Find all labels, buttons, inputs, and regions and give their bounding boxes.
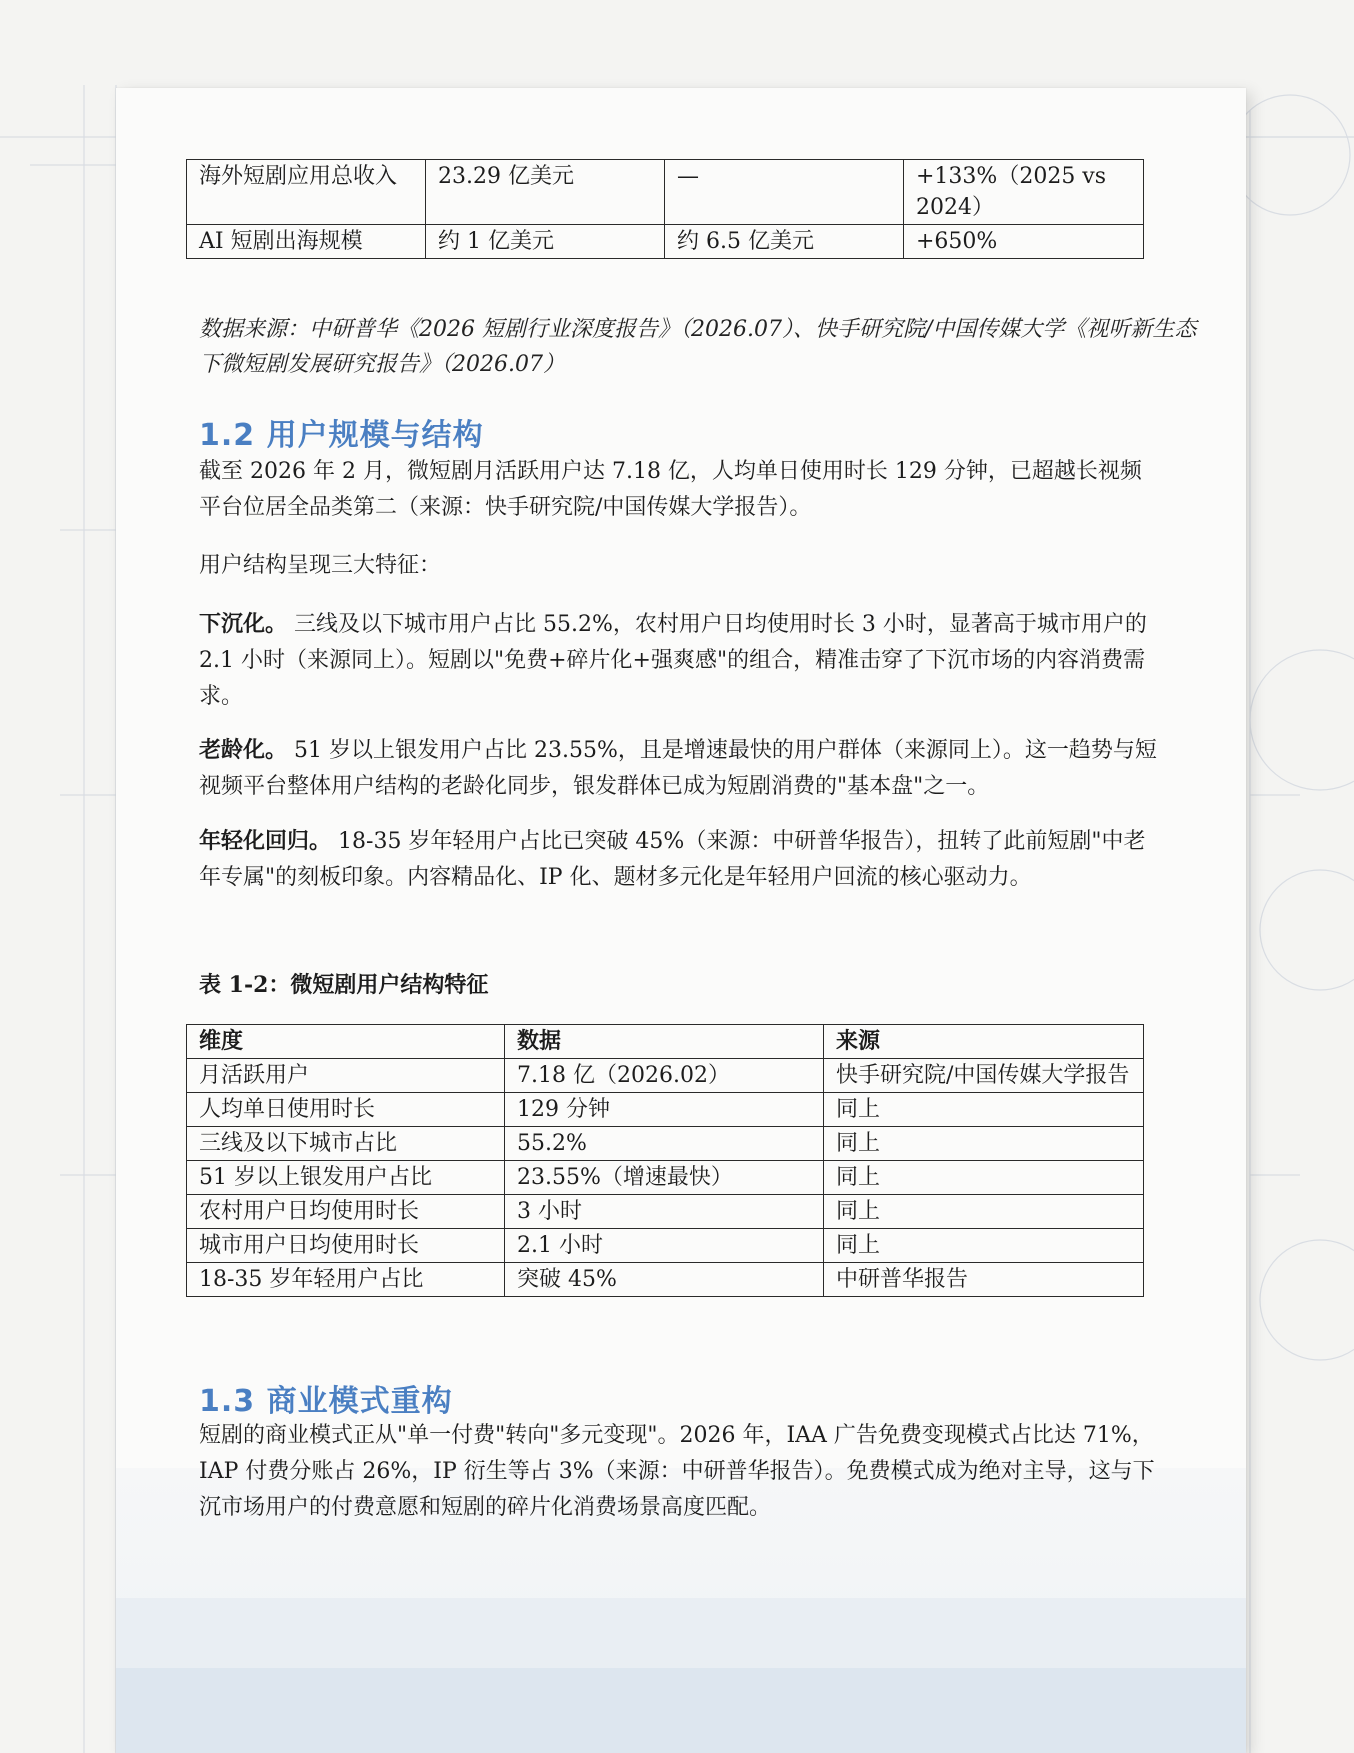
feature-paragraph bbox=[199, 823, 1159, 896]
document-page bbox=[116, 88, 1246, 1753]
column-header: 来源 bbox=[824, 1025, 1144, 1059]
table-cell: 3 小时 bbox=[505, 1195, 824, 1229]
table-cell: 23.55%（增速最快） bbox=[505, 1161, 824, 1195]
table-cell: 约 6.5 亿美元 bbox=[665, 225, 904, 259]
table-row bbox=[187, 1127, 1144, 1161]
table-row bbox=[187, 160, 1144, 225]
table-cell: 人均单日使用时长 bbox=[187, 1093, 505, 1127]
column-header: 维度 bbox=[187, 1025, 505, 1059]
table-cell: 海外短剧应用总收入 bbox=[187, 160, 426, 225]
table-row bbox=[187, 1195, 1144, 1229]
table-cell: 2.1 小时 bbox=[505, 1229, 824, 1263]
table-cell: 同上 bbox=[824, 1093, 1144, 1127]
table-cell: 7.18 亿（2026.02） bbox=[505, 1059, 824, 1093]
feature-paragraph bbox=[199, 732, 1159, 805]
paragraph: 用户结构呈现三大特征： bbox=[199, 553, 442, 578]
table-cell: 农村用户日均使用时长 bbox=[187, 1195, 505, 1229]
table-row bbox=[187, 1161, 1144, 1195]
paragraph: 短剧的商业模式正从"单一付费"转向"多元变现"。2026 年，IAA 广告免费变现模式占比达 71%，IAP 付费分账占 26%，IP 衍生等占 3%（来源：中研普华报告）。免费模式成为绝对主导，这与下沉市场用户的付费意愿和短剧的碎片化消费场景高度匹配。 bbox=[199, 1423, 1155, 1520]
feature-text: 18-35 岁年轻用户占比已突破 45%（来源：中研普华报告），扭转了此前短剧"中老年专属"的刻板印象。内容精品化、IP 化、题材多元化是年轻用户回流的核心驱动力。 bbox=[199, 829, 1146, 890]
table-cell: 三线及以下城市占比 bbox=[187, 1127, 505, 1161]
table-row bbox=[187, 1093, 1144, 1127]
data-source-note: 数据来源：中研普华《2026 短剧行业深度报告》（2026.07）、快手研究院/中国传媒大学《视听新生态下微短剧发展研究报告》（2026.07） bbox=[199, 317, 1197, 377]
feature-term: 下沉化。 bbox=[199, 611, 288, 637]
table-row bbox=[187, 1059, 1144, 1093]
feature-term: 年轻化回归。 bbox=[199, 828, 332, 854]
section-heading-1-2: 1.2 用户规模与结构 bbox=[199, 418, 484, 453]
feature-term: 老龄化。 bbox=[199, 737, 288, 763]
table-cell: 快手研究院/中国传媒大学报告 bbox=[824, 1059, 1144, 1093]
table-cell: 23.29 亿美元 bbox=[426, 160, 665, 225]
table-cell: +133%（2025 vs 2024） bbox=[904, 160, 1144, 225]
revenue-table-continued bbox=[186, 159, 1144, 259]
table-cell: 18-35 岁年轻用户占比 bbox=[187, 1263, 505, 1297]
user-structure-table bbox=[186, 1024, 1144, 1297]
paragraph: 截至 2026 年 2 月，微短剧月活跃用户达 7.18 亿，人均单日使用时长 129 分钟，已超越长视频平台位居全品类第二（来源：快手研究院/中国传媒大学报告）。 bbox=[199, 459, 1142, 520]
table-cell: 约 1 亿美元 bbox=[426, 225, 665, 259]
table-cell: +650% bbox=[904, 225, 1144, 259]
table-row bbox=[187, 1263, 1144, 1297]
table-cell: 城市用户日均使用时长 bbox=[187, 1229, 505, 1263]
page-shade bbox=[116, 1668, 1246, 1753]
table-cell: — bbox=[665, 160, 904, 225]
table-cell: 55.2% bbox=[505, 1127, 824, 1161]
table-cell: 突破 45% bbox=[505, 1263, 824, 1297]
table-row bbox=[187, 1229, 1144, 1263]
column-header: 数据 bbox=[505, 1025, 824, 1059]
table-cell: AI 短剧出海规模 bbox=[187, 225, 426, 259]
feature-text: 三线及以下城市用户占比 55.2%，农村用户日均使用时长 3 小时，显著高于城市用户的 2.1 小时（来源同上）。短剧以"免费+碎片化+强爽感"的组合，精准击穿了下沉市场的内容消费需求。 bbox=[199, 612, 1147, 709]
table-cell: 同上 bbox=[824, 1127, 1144, 1161]
table-cell: 同上 bbox=[824, 1195, 1144, 1229]
feature-text: 51 岁以上银发用户占比 23.55%，且是增速最快的用户群体（来源同上）。这一趋势与短视频平台整体用户结构的老龄化同步，银发群体已成为短剧消费的"基本盘"之一。 bbox=[199, 738, 1157, 799]
table-cell: 同上 bbox=[824, 1161, 1144, 1195]
table-header-row bbox=[187, 1025, 1144, 1059]
feature-paragraph bbox=[199, 606, 1159, 715]
section-heading-1-3: 1.3 商业模式重构 bbox=[199, 1384, 453, 1419]
table-cell: 中研普华报告 bbox=[824, 1263, 1144, 1297]
table-caption: 表 1-2：微短剧用户结构特征 bbox=[199, 972, 489, 998]
table-cell: 同上 bbox=[824, 1229, 1144, 1263]
table-row bbox=[187, 225, 1144, 259]
table-cell: 51 岁以上银发用户占比 bbox=[187, 1161, 505, 1195]
table-cell: 129 分钟 bbox=[505, 1093, 824, 1127]
table-cell: 月活跃用户 bbox=[187, 1059, 505, 1093]
